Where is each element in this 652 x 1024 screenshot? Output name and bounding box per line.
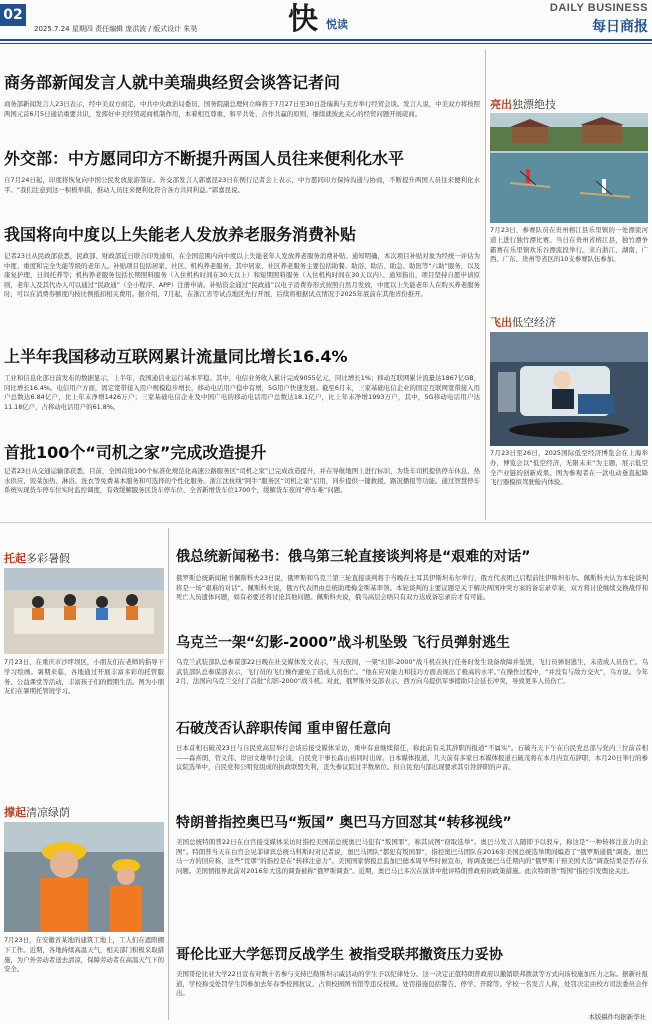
photo-summer-class — [4, 568, 164, 654]
sidebar-label — [490, 96, 556, 112]
article-body: 日本首相石破茂23日与自民党高层举行会谈后接受媒体采访，重申有意继续留任，称此前有关其辞职的报道“不属实”。石破当天下午在自民党总部与党内三位前首相——森喜朗、菅义伟、岸田文雄举行会谈，自民党干事长森山裕同时出席。日本媒体报道，几天前有多家日本媒体报道石破茂将在本月内宣布辞职，本月20日举行的参议院选举中，自民党和公明党组成的执政联盟失利，丧失参议院过半数席位。但自民党内部出现要求其引咎辞职的声音。 — [176, 744, 648, 772]
label-rest: 独漂绝技 — [512, 98, 556, 111]
article-title: 石破茂否认辞职传闻 重申留任意向 — [176, 721, 391, 737]
article-body: 工业和信息化部日前发布的数据显示，上半年，我国通信业运行基本平稳。其中，电信业务收入累计完成9055亿元，同比增长1%；移动互联网累计流量达1867亿GB，同比增长16.4%。电信用户方面，固定宽带接入用户规模稳步增长，移动电话用户稳中有增，5G用户快速发展。截至6月末，三家基础电信企业的固定互联网宽带接入用户总数达6.84亿户，比上年末净增1426万户；三家基础电信企业及中国广电的移动电话用户总数达18.1亿户，比上年末净增1993万户，其中，5G移动电话用户达11.18亿户，占移动电话用户的61.8%。 — [4, 374, 480, 411]
header-rule — [0, 39, 652, 41]
article-body: 俄罗斯总统新闻秘书佩斯科夫23日说，俄罗斯和乌克兰第三轮直接谈判将于当晚在土耳其伊斯坦布尔举行，俄方代表团已启程前往伊斯坦布尔。佩斯科夫认为本轮谈判将是一场“艰难的对话”。佩斯科夫说，俄方代表团由总统助理梅金斯基率领。本轮谈判的主要议题是关于解决两国冲突方案的备忘录草案，双方将讨论继续交换战俘和死亡人员遗体问题，如有必要还将讨论其他问题。佩斯科夫说，俄乌高层会晤只有双方达成备忘录后才有可能。 — [176, 574, 648, 602]
article-title: 商务部新闻发言人就中美瑞典经贸会谈答记者问 — [4, 73, 341, 92]
label-accent: 飞出 — [490, 316, 512, 329]
photo-construction-workers — [4, 822, 164, 932]
sidebar-label — [4, 804, 70, 820]
photo-low-altitude-expo — [490, 332, 648, 446]
section-divider — [0, 522, 652, 523]
sidebar-label — [490, 314, 556, 330]
page-number: 02 — [0, 4, 26, 26]
label-accent: 撑起 — [4, 806, 26, 819]
column-divider — [485, 50, 486, 520]
article-title: 我国将向中度以上失能老人发放养老服务消费补贴 — [4, 225, 357, 244]
label-rest: 低空经济 — [512, 316, 556, 329]
article-body: 美国总统特朗普22日在白宫接受媒体采访时指控美国前总统奥巴马犯有“叛国罪”，称其试图“窃取选举”。奥巴马发言人随即予以驳斥，称这是“一种转移注意力的企图”。特朗普当天在白宫会见菲律宾总统马科斯时对记者说，奥巴马团队“都犯有叛国罪”，指控奥巴马团队在2016年美国总统选举期间编造了“俄罗斯通俄”调查。奥巴马一方的回应称，这些“荒谬”的指控是在“转移注意力”。美国国家情报总监加巴德本周早些时候宣布，将调查奥巴马任期内的“俄罗斯干预美国大选”调查结果是否存在问题。美国情报界此前对2016年大选的调查被称“俄罗斯调查”。近期，奥巴马已多次在演讲中批评特朗普政府的政策措施。此次特朗普“叛国”指控引发舆论关注。 — [176, 838, 648, 875]
header-rule-thin — [0, 43, 652, 44]
photo-caption: 7月23日，参赛队员在贵州榕江县乐里镇的一处漂流河道上进行独竹漂比赛。当日在贵州省榕江县，独竹漂争霸赛在乐里镇欢乐谷漂流段举行。来自浙江、湖南、广西、广东、贵州等省区的10支参赛队伍参加。 — [490, 226, 648, 264]
article-title: 乌克兰一架“幻影-2000”战斗机坠毁 飞行员弹射逃生 — [176, 635, 511, 651]
article-title: 首批100个“司机之家”完成改造提升 — [4, 443, 267, 462]
article-title: 外交部：中方愿同印方不断提升两国人员往来便利化水平 — [4, 149, 405, 168]
article-title: 上半年我国移动互联网累计流量同比增长16.4% — [4, 347, 348, 366]
article-body: 商务部新闻发言人23日表示，经中美双方商定，中共中央政治局委员、国务院副总理何立峰将于7月27日至30日赴瑞典与美方举行经贸会谈。发言人说，中美双方将按照两国元首6月5日通话重要共识，发挥好中美经贸磋商机制作用，本着相互尊重、和平共处、合作共赢的原则，继续就彼此关心的经贸问题开展磋商。 — [4, 100, 480, 118]
article-body: 自7月24日起，印度将恢复向中国公民发放旅游签证。外交部发言人郭嘉昆23日在例行记者会上表示，中方愿同印方保持沟通与协商，不断提升两国人员往来便利化水平。“我们注意到这一积极举措，推动人员往来便利化符合各方共同利益。”郭嘉昆说。 — [4, 176, 480, 194]
article-body: 乌克兰武装部队总参谋部22日晚在社交媒体发文表示，当天夜间，一架“幻影-2000”战斗机在执行任务时发生设备故障并坠毁，飞行员弹射逃生，未造成人员伤亡。乌武装部队总参谋部表示，飞行员的飞行操作避免了造成人员伤亡。“他在应对能力和技巧方面表现出了极高的水平。”在操作过程中，“并没有与敌方交火”，乌方说。今年2月，法国向乌克兰交付了首批“幻影-2000”战斗机。对此，俄罗斯外交部表示，西方向乌提供军事援助只会延长冲突，导致更多人员伤亡。 — [176, 658, 648, 686]
sidebar-label — [4, 550, 70, 566]
photo-bamboo-rafting — [490, 113, 648, 223]
article-title: 特朗普指控奥巴马“叛国” 奥巴马方回怼其“转移视线” — [176, 815, 512, 831]
article-title: 俄总统新闻秘书：俄乌第三轮直接谈判将是“艰难的对话” — [176, 549, 531, 565]
article-body: 记者23日从交通运输部获悉，目前，全国首批100个标准化规范化高速公路服务区“司机之家”已完成改造提升，并在导航地图上进行标识，为货车司机提供停车休息、热水供应、饭菜加热、淋浴、洗衣等免费基本服务和可选择的个性化服务。浙江沈杭线“阿牛”服务区“司机之家”启用，同步提供一键救援、路况播报等功能。通过智慧停车系统实现货车停车位实时监控调度，有效缓解服务区货车停车位、全省新增货车位1700个，缓解货车夜间“停车难”问题。 — [4, 467, 480, 495]
label-accent: 亮出 — [490, 98, 512, 111]
edition-meta: 2025.7.24 星期四 责任编辑 庞洪波 / 版式设计 朱昊 — [34, 25, 198, 33]
photo-caption: 7月23日，在重庆市沙坪坝区，小朋友们在老师的指导下学习绘画。暑期来临，各地通过开展丰富多彩的托管服务、公益课堂等活动，丰富孩子们的假期生活。图为小朋友们在暑期托管班学习。 — [4, 658, 164, 696]
photo-caption: 7月23日，在安徽省某地的建筑工地上，工人们在遮阳棚下工作。近期，各地持续高温天气，相关部门积极采取措施，为户外劳动者送去清凉，保障劳动者在高温天气下的安全。 — [4, 936, 164, 974]
brand-english: DAILY BUSINESS — [549, 2, 648, 14]
page-credit: 本版稿件均据新华社 — [588, 1013, 646, 1021]
article-body: 美国哥伦比亚大学22日宣布对数十名参与支持巴勒斯坦示威活动的学生予以纪律处分。这一决定正值特朗普政府以撤销联邦拨款等方式向该校施加压力之际。据新社报道，学校称受处罚学生因参加去年春季校园抗议、占领校园图书馆等违反校规。处罚措施包括警告、停学、开除等。学校一名发言人称，处罚决定由校方司法委员会作出。 — [176, 970, 648, 998]
label-rest: 多彩暑假 — [26, 552, 70, 565]
label-accent: 托起 — [4, 552, 26, 565]
article-title: 哥伦比亚大学惩罚反战学生 被指受联邦撤资压力妥协 — [176, 947, 503, 963]
column-char: 快 — [288, 2, 318, 37]
brand-chinese: 每日商报 — [592, 19, 648, 35]
article-body: 记者23日从民政部获悉，民政部、财政部近日联合印发通知，在全国范围内向中度以上失能老年人发放养老服务消费补贴。通知明确，本次项目补贴对象为经统一评估为中度、重度和完全失能等级的老年人。补贴项目包括居家、社区、机构养老服务，其中居家、社区养老服务主要包括助餐、助浴、助洁、助急、助医等“六助”服务，以及康复护理、日间托养等；机构养老服务包括长期照料服务（入住机构时间在30天以上）和短期照料服务（入住机构时间在30天以内）。通知指出，项目坚持自愿申请原则，老年人及其代办人可以通过“民政通”（全小程序、APP）注册申请。补贴资金通过“民政通”以电子消费券形式按照自然月发放，中度以上失能老年人在购买养老服务时，可以在消费券额度内按比例抵扣相关费用。据介绍，7月起，在浙江省等试点地区先行开展，后续将根据试点情况于2025年底前在其他省份推开。 — [4, 252, 480, 299]
column-name: 悦读 — [326, 18, 348, 31]
label-rest: 清凉绿荫 — [26, 806, 70, 819]
photo-caption: 7月23日至26日，2025国际低空经济博览会在上海举办，博览会以“低空经济，无限未来”为主题，展示低空全产业链的创新成果。图为参观者在一款电动垂直起降飞行器模拟驾驶舱内体验。 — [490, 449, 648, 487]
column-divider — [168, 528, 169, 1020]
